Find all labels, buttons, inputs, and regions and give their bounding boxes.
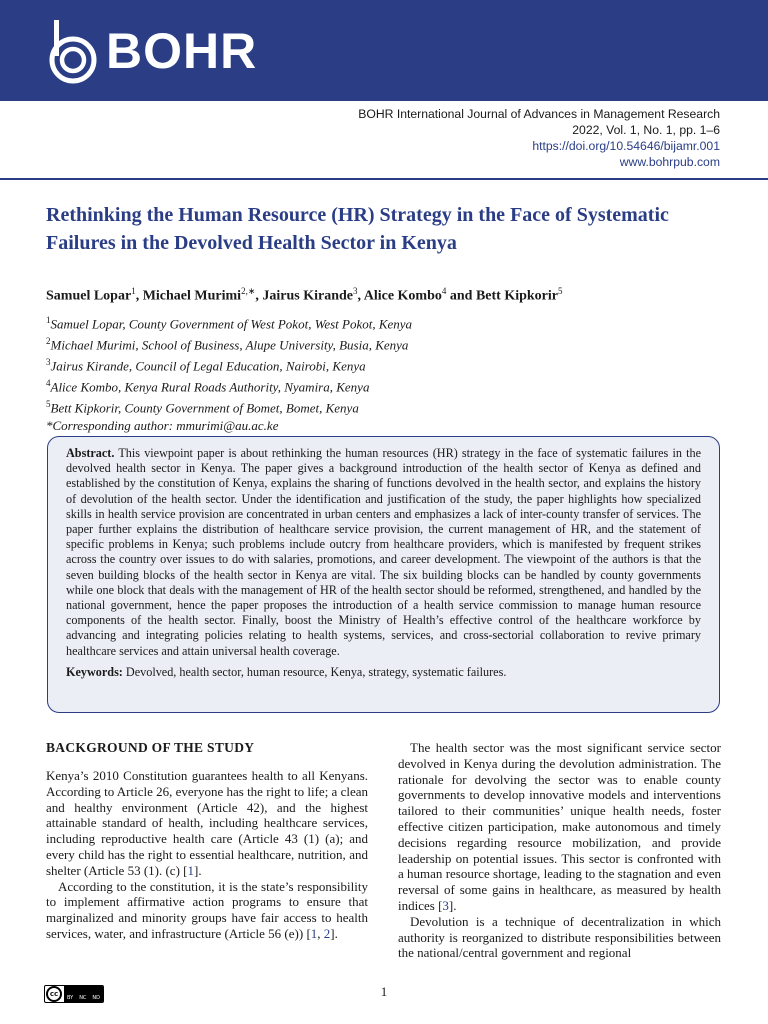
affiliation-item: [46, 312, 412, 333]
affiliation-number: 4: [46, 377, 51, 388]
license-term: NC: [79, 995, 87, 1001]
paragraph-text: According to the constitution, it is the state’s responsibility to implement affirmative action programs to ensure that marginalized and minority groups have fair access to health services, water, and infrastructure (Article 56 (e)) [: [46, 878, 368, 941]
section-heading: BACKGROUND OF THE STUDY: [46, 740, 255, 755]
body-paragraph: [46, 768, 368, 879]
author-name: Alice Kombo: [363, 288, 442, 304]
body-paragraph: [398, 740, 721, 914]
paragraph-text: ].: [330, 925, 338, 941]
affiliation-text: Jairus Kirande, Council of Legal Education, Nairobi, Kenya: [50, 358, 366, 374]
website-link[interactable]: www.bohrpub.com: [619, 155, 720, 169]
body-column-left: [46, 740, 368, 942]
bohr-logo[interactable]: [44, 18, 257, 84]
author-name: Samuel Lopar: [46, 288, 132, 304]
affiliation-text: Michael Murimi, School of Business, Alupe University, Busia, Kenya: [50, 337, 409, 353]
journal-issue: 2022, Vol. 1, No. 1, pp. 1–6: [572, 123, 720, 137]
abstract-label: Abstract.: [66, 446, 115, 460]
bohr-logo-mark-icon: [44, 18, 102, 84]
author-affiliation-mark: 4: [441, 286, 447, 296]
citation-link[interactable]: 3: [442, 897, 449, 913]
keywords-text: Devolved, health sector, human resource, Kenya, strategy, systematic failures.: [125, 664, 507, 679]
journal-name: BOHR International Journal of Advances in Management Research: [358, 107, 720, 121]
author-affiliation-mark: 1: [131, 286, 136, 296]
header-divider: [0, 178, 768, 180]
author-affiliation-mark: 3: [352, 286, 358, 296]
paragraph-text: ].: [448, 897, 457, 913]
abstract-text: This viewpoint paper is about rethinking the human resources (HR) strategy in the face of systematic failures in the devolved health sector in Kenya. The paper gives a background introduction of the health sector of Kenya as defined and established by the constitution of Kenya, explains the sharing of functions devolved in the health sector, and explains the history of devolution of the health sector. Under the identification and justification of the study, the paper highlights how specialized skills in health service provision are concentrated in urban centers and emphasizes a lack of inter-county transfer of services. The paper further explains the distribution of healthcare service provision, the current management of HR, and the statement of specific problems in Kenya; such problems include outcry from healthcare providers, which is manifested by frequent strikes across the country over issues to do with salaries, promotions, and career development. The viewpoint of the authors is that the seven building blocks of the health sector in Kenya are vital. The six building blocks can be handled by county governments while one block that deals with the management of HR of the health sector should be reformed, strengthened, and handled by the national government, hence the paper proposes the introduction of a health service commission to manage human resource components of the health sector. Finally, boost the Ministry of Health’s effective control of the healthcare workforce by advancing and integrating policies relating to health systems, services, and cross-sectorial collaboration to revive primary healthcare services and attain universal health coverage.: [66, 446, 701, 658]
body-paragraph: [46, 879, 368, 942]
affiliation-number: 1: [46, 315, 51, 325]
author-separator: ,: [135, 288, 143, 304]
author-name: Michael Murimi: [142, 288, 242, 304]
abstract-box: [47, 436, 720, 713]
author-separator: ,: [357, 288, 364, 304]
author-affiliation-mark: 5: [558, 286, 563, 296]
affiliation-item: [46, 333, 412, 354]
author-separator: and: [446, 288, 476, 304]
keywords-label: Keywords:: [66, 664, 123, 679]
affiliation-number: 3: [46, 356, 51, 367]
paragraph-text: Kenya’s 2010 Constitution guarantees health to all Kenyans. According to Article 26, everyone has the right to life; a clean and healthy environment (Article 42), and the highest attainable standard of health, including healthcare services, including reproductive health care (Article 43 (1) (a); and every child has the right to essential healthcare, nutrition, and shelter (Article 53 (1). (c) [: [46, 768, 368, 878]
affiliation-text: Samuel Lopar, County Government of West Pokot, West Pokot, Kenya: [50, 316, 413, 332]
affiliation-text: Alice Kombo, Kenya Rural Roads Authority, Nyamira, Kenya: [50, 379, 370, 395]
affiliation-text: Bett Kipkorir, County Government of Bomet, Bomet, Kenya: [50, 400, 359, 416]
cc-icon: cc: [46, 986, 62, 1002]
affiliation-number: 5: [46, 398, 51, 409]
body-paragraph: Devolution is a technique of decentralization in which authority is reorganized to distribute responsibilities between the national/central government and regional: [398, 913, 721, 961]
license-term: ND: [92, 995, 100, 1001]
affiliation-list: [46, 312, 412, 434]
author-list: [46, 282, 563, 306]
header-banner: [0, 0, 768, 101]
citation-link[interactable]: 1: [310, 925, 318, 941]
author-name: Jairus Kirande: [262, 288, 353, 304]
doi-link[interactable]: https://doi.org/10.54646/bijamr.001: [532, 139, 720, 153]
citation-link[interactable]: 1: [187, 862, 194, 878]
affiliation-item: [46, 375, 412, 396]
affiliation-number: 2: [46, 335, 51, 346]
paper-title: Rethinking the Human Resource (HR) Strategy in the Face of Systematic Failures in the Devolved Health Sector in Kenya: [46, 204, 669, 254]
citation-link[interactable]: 2: [323, 925, 331, 941]
affiliation-item: [46, 354, 412, 375]
abstract-paragraph: [66, 446, 701, 659]
bohr-logo-text: BOHR: [106, 23, 258, 79]
body-column-right: [398, 740, 721, 961]
license-term: BY: [66, 995, 74, 1001]
corresponding-author[interactable]: *Corresponding author: mmurimi@au.ac.ke: [46, 417, 279, 433]
author-affiliation-mark: 2,∗: [241, 286, 256, 296]
journal-info: [358, 106, 720, 170]
paragraph-text: ].: [194, 862, 202, 878]
page-number: 1: [380, 984, 388, 999]
affiliation-item: [46, 396, 412, 417]
author-separator: ,: [255, 288, 263, 304]
paragraph-text: The health sector was the most significant service sector devolved in Kenya during the devolution administration. The rationale for devolving the sector was to enable county governments to develop innovative models and interventions tailored to their communities’ unique health needs, foster effective citizen participation, make autonomous and timely decisions regarding resource mobilization, and provide leadership on potential issues. This sector is confronted with a human resource shortage, leading to the stagnation and even reversal of some gains in healthcare, as measured by health indices [: [398, 740, 721, 913]
keywords-line: [66, 665, 701, 680]
paragraph-text: ,: [317, 925, 324, 941]
author-name: Bett Kipkorir: [475, 288, 558, 304]
